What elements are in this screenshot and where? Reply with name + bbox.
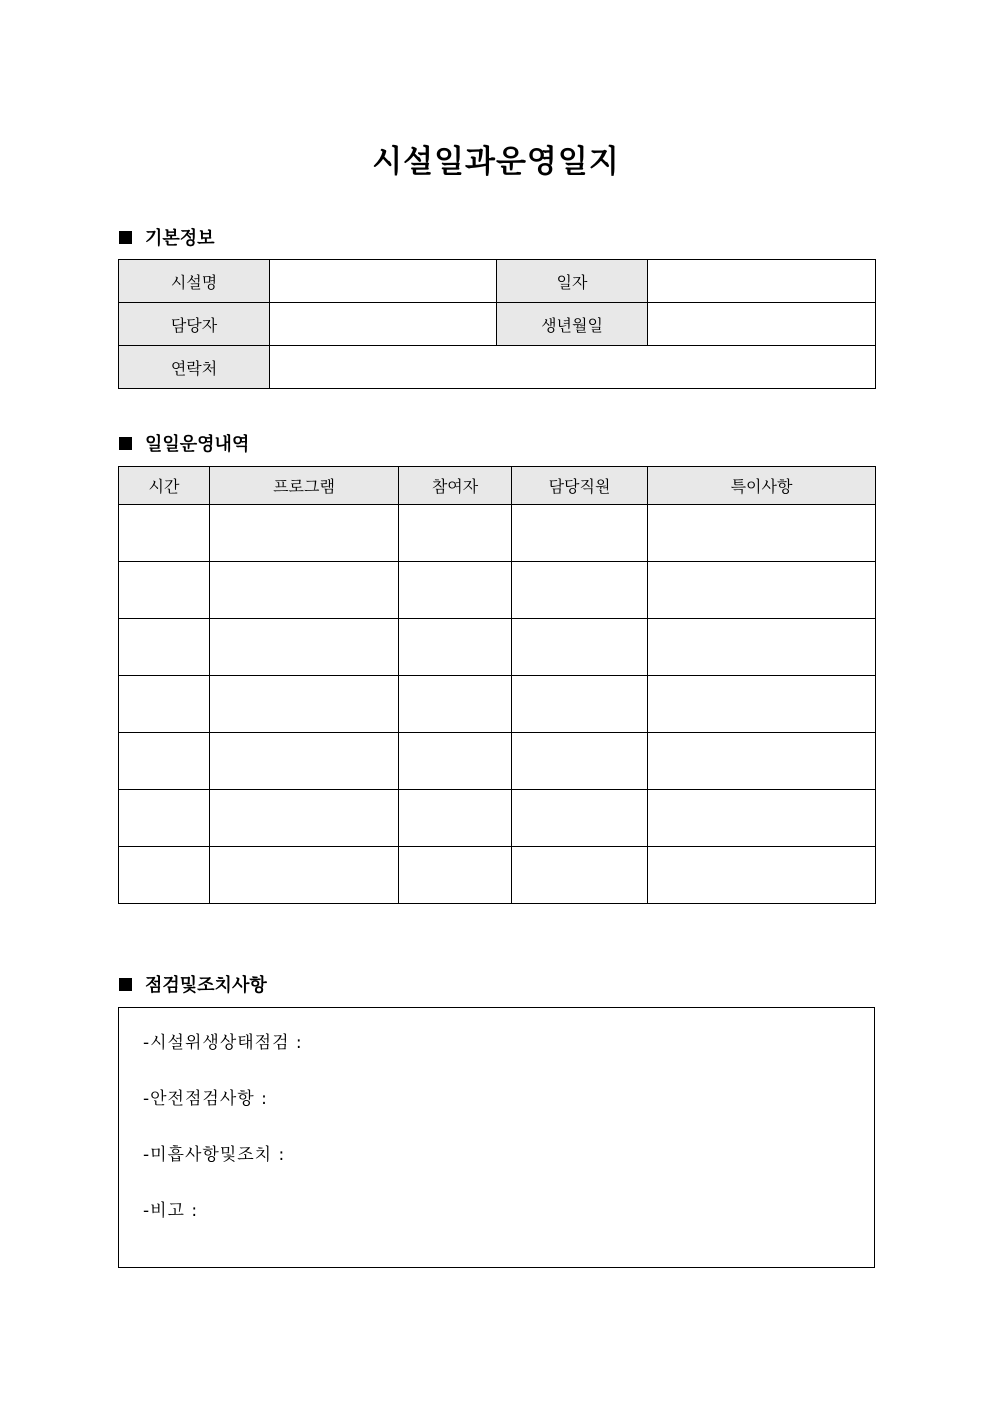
section-heading-inspection-label: 점검및조치사항 [145,975,267,996]
program-cell[interactable] [210,676,399,733]
notes-cell[interactable] [648,562,876,619]
time-cell[interactable] [119,505,210,562]
staff-cell[interactable] [512,733,648,790]
staff-cell[interactable] [512,562,648,619]
notes-cell[interactable] [648,619,876,676]
section-heading-inspection [119,971,267,997]
time-cell[interactable] [119,619,210,676]
table-row [119,619,876,676]
manager-field[interactable] [270,303,497,346]
table-row [119,676,876,733]
square-bullet-icon [119,978,132,991]
column-header-program: 프로그램 [210,467,399,505]
facility-name-label: 시설명 [119,260,270,303]
notes-cell[interactable] [648,847,876,904]
contact-field[interactable] [270,346,876,389]
table-row [119,790,876,847]
table-row [119,847,876,904]
program-cell[interactable] [210,733,399,790]
participants-cell[interactable] [399,562,512,619]
program-cell[interactable] [210,505,399,562]
participants-cell[interactable] [399,847,512,904]
staff-cell[interactable] [512,505,648,562]
program-cell[interactable] [210,790,399,847]
birth-date-field[interactable] [648,303,876,346]
section-heading-basic-label: 기본정보 [145,228,215,249]
date-field[interactable] [648,260,876,303]
program-cell[interactable] [210,847,399,904]
participants-cell[interactable] [399,733,512,790]
participants-cell[interactable] [399,505,512,562]
table-row [119,505,876,562]
section-heading-basic [119,224,215,250]
participants-cell[interactable] [399,619,512,676]
table-row [119,733,876,790]
participants-cell[interactable] [399,790,512,847]
facility-name-field[interactable] [270,260,497,303]
remarks-line: -비고 : [143,1201,199,1221]
hygiene-inspection-line: -시설위생상태점검 : [143,1033,303,1053]
staff-cell[interactable] [512,619,648,676]
table-row [119,346,876,389]
birth-date-label: 생년월일 [497,303,648,346]
staff-cell[interactable] [512,676,648,733]
notes-cell[interactable] [648,790,876,847]
safety-inspection-line: -안전점검사항 : [143,1089,268,1109]
square-bullet-icon [119,231,132,244]
daily-operations-table [118,466,876,904]
notes-cell[interactable] [648,505,876,562]
time-cell[interactable] [119,790,210,847]
participants-cell[interactable] [399,676,512,733]
date-label: 일자 [497,260,648,303]
page-title: 시설일과운영일지 [372,144,620,180]
table-row [119,303,876,346]
section-heading-ops [119,430,249,456]
inspection-notes-box[interactable] [118,1007,875,1268]
program-cell[interactable] [210,562,399,619]
section-heading-ops-label: 일일운영내역 [145,434,250,455]
table-row [119,260,876,303]
time-cell[interactable] [119,847,210,904]
contact-label: 연락처 [119,346,270,389]
deficiency-action-line: -미흡사항및조치 : [143,1145,286,1165]
program-cell[interactable] [210,619,399,676]
basic-info-table [118,259,876,389]
square-bullet-icon [119,437,132,450]
notes-cell[interactable] [648,676,876,733]
time-cell[interactable] [119,676,210,733]
manager-label: 담당자 [119,303,270,346]
time-cell[interactable] [119,733,210,790]
column-header-staff: 담당직원 [512,467,648,505]
table-row [119,562,876,619]
column-header-time: 시간 [119,467,210,505]
staff-cell[interactable] [512,847,648,904]
table-header-row [119,467,876,505]
time-cell[interactable] [119,562,210,619]
column-header-participants: 참여자 [399,467,512,505]
column-header-notes: 특이사항 [648,467,876,505]
staff-cell[interactable] [512,790,648,847]
notes-cell[interactable] [648,733,876,790]
